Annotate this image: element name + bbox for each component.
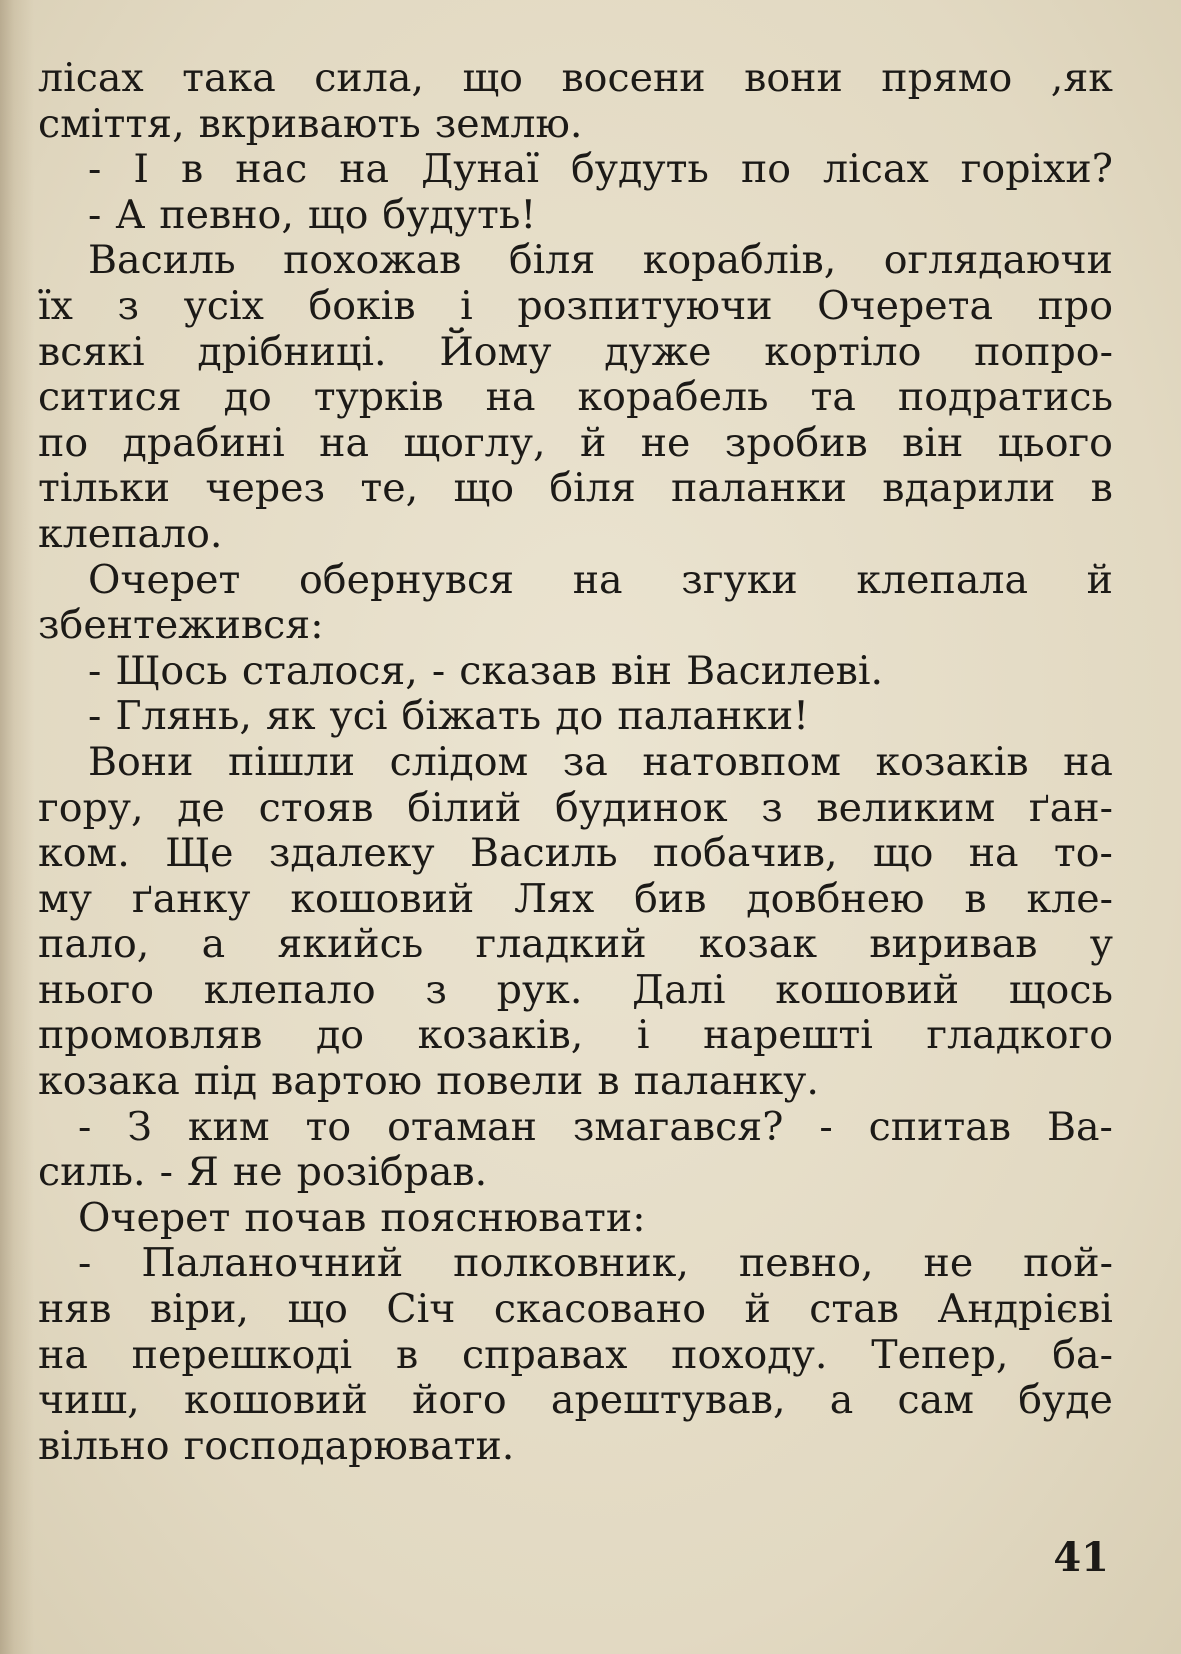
word: Січ — [386, 1286, 456, 1333]
word: полковник, — [453, 1240, 689, 1287]
word: господарювати. — [183, 1422, 515, 1469]
text-line — [38, 238, 1113, 284]
text-line — [38, 1424, 1113, 1470]
word: Ва- — [1046, 1103, 1113, 1150]
text-line — [38, 831, 1113, 877]
word: кортіло — [764, 328, 922, 375]
text-line — [38, 649, 1113, 695]
word: - — [88, 647, 102, 694]
word: збентежився: — [38, 602, 324, 649]
word: няв — [38, 1286, 112, 1333]
word: на — [968, 830, 1019, 877]
word: по — [38, 419, 89, 466]
word: Василеві. — [686, 647, 884, 694]
word: певно, — [159, 191, 294, 238]
word: з — [117, 282, 140, 329]
text-line — [38, 330, 1113, 376]
word: арештував, — [550, 1377, 786, 1424]
word: будуть! — [382, 191, 537, 238]
word: здалеку — [268, 830, 435, 877]
word: в — [395, 1331, 419, 1378]
text-line — [38, 877, 1113, 923]
text-line — [38, 1287, 1113, 1333]
word: всякі — [38, 328, 145, 375]
word: і — [636, 1012, 650, 1059]
word: - — [88, 191, 102, 238]
text-line — [38, 1378, 1113, 1424]
text-line — [38, 512, 1113, 558]
word: то- — [1053, 830, 1113, 877]
word: у — [1089, 921, 1113, 968]
word: рук. — [496, 966, 583, 1013]
word: гору, — [38, 784, 144, 831]
word: боків — [308, 282, 416, 329]
word: на — [319, 419, 370, 466]
word: Я — [186, 1149, 219, 1196]
word: ба- — [1052, 1331, 1113, 1378]
word: згуки — [681, 556, 798, 603]
text-line — [38, 1241, 1113, 1287]
word: вкривають — [198, 100, 421, 147]
word: побачив, — [652, 830, 838, 877]
word: те, — [360, 465, 419, 512]
word: в — [964, 875, 987, 922]
word: - — [78, 1103, 92, 1150]
word: й — [744, 1286, 771, 1333]
word: він — [610, 647, 673, 694]
word: Василь — [88, 237, 236, 284]
word: до — [555, 693, 604, 740]
word: певно, — [738, 1240, 874, 1287]
text-line — [38, 421, 1113, 467]
word: З — [127, 1103, 152, 1150]
word: походу. — [671, 1331, 828, 1378]
text-line — [38, 56, 1113, 102]
word: сила, — [314, 55, 424, 101]
word: така — [182, 55, 276, 101]
text-line — [38, 922, 1113, 968]
text-line — [38, 558, 1113, 604]
word: козака — [38, 1058, 180, 1105]
word: на — [1063, 738, 1113, 785]
word: зробив — [724, 419, 868, 466]
word: не — [923, 1240, 974, 1287]
word: ,як — [1050, 55, 1113, 101]
word: пояснювати: — [380, 1194, 646, 1241]
word: подратись — [897, 374, 1113, 421]
word: землю. — [434, 100, 583, 147]
word: Очерет — [88, 556, 241, 603]
word: обернувся — [299, 556, 515, 603]
word: будинок — [555, 784, 728, 831]
word: сміття, — [38, 100, 185, 147]
word: про — [1037, 282, 1113, 329]
word: паланку. — [633, 1058, 819, 1105]
word: Дунаї — [421, 146, 539, 193]
word: їх — [38, 282, 73, 329]
word: нього — [38, 966, 155, 1013]
word: а — [829, 1377, 854, 1424]
word: Вони — [88, 738, 194, 785]
word: кле- — [1026, 875, 1113, 922]
word: - — [78, 1240, 92, 1287]
word: в — [597, 1058, 620, 1105]
word: ситися — [38, 374, 182, 421]
word: що — [462, 55, 523, 101]
word: чиш, — [38, 1377, 140, 1424]
word: розібрав. — [296, 1149, 488, 1196]
word: дуже — [604, 328, 712, 375]
text-line — [38, 603, 1113, 649]
word: й — [579, 419, 607, 466]
word: слідом — [389, 738, 529, 785]
word: - — [159, 1149, 173, 1196]
text-line — [38, 1059, 1113, 1105]
word: цього — [997, 419, 1113, 466]
word: віри, — [149, 1286, 249, 1333]
word: ґанку — [131, 875, 251, 922]
text-line — [38, 102, 1113, 148]
word: Йому — [439, 328, 552, 375]
word: Тепер, — [871, 1331, 1009, 1378]
word: гладкого — [926, 1012, 1113, 1059]
word: лісах — [38, 55, 144, 101]
word: біжать — [401, 693, 542, 740]
word: кораблів, — [642, 237, 837, 284]
word: - — [431, 647, 446, 694]
word: на — [339, 146, 390, 193]
word: з — [425, 966, 447, 1013]
text-line — [38, 147, 1113, 193]
word: по — [740, 146, 792, 193]
word: - — [819, 1103, 833, 1150]
page-number: 41 — [1053, 1534, 1109, 1581]
word: дрібниці. — [197, 328, 387, 375]
word: клепало — [203, 966, 376, 1013]
word: не — [232, 1149, 283, 1196]
word: Щось — [115, 647, 228, 694]
text-line — [38, 740, 1113, 786]
word: за — [562, 738, 608, 785]
word: змагався? — [572, 1103, 784, 1150]
text-line — [38, 694, 1113, 740]
word: в — [180, 146, 204, 193]
word: горіхи? — [960, 146, 1113, 193]
word: попро- — [974, 328, 1113, 375]
word: козаків — [875, 738, 1029, 785]
word: натовпом — [642, 738, 841, 785]
body-text — [38, 56, 1113, 1469]
text-line — [38, 375, 1113, 421]
word: клепала — [856, 556, 1029, 603]
word: вдарили — [882, 465, 1056, 512]
word: - — [88, 146, 102, 193]
word: на — [38, 1331, 88, 1378]
word: почав — [244, 1194, 367, 1241]
word: ґан- — [1028, 784, 1113, 831]
word: Андрієві — [937, 1286, 1113, 1333]
word: до — [223, 374, 272, 421]
word: му — [38, 875, 92, 922]
word: довбнею — [746, 875, 925, 922]
text-line — [38, 1333, 1113, 1379]
word: промовляв — [38, 1012, 263, 1059]
word: вартою — [271, 1058, 423, 1105]
word: вони — [744, 55, 843, 101]
word: щоглу, — [403, 419, 546, 466]
word: що — [453, 465, 515, 512]
word: з — [761, 784, 783, 831]
word: драбині — [122, 419, 285, 466]
word: Глянь, — [115, 693, 252, 740]
word: сам — [897, 1377, 974, 1424]
word: А — [115, 191, 146, 238]
word: ком. — [38, 830, 130, 877]
word: що — [287, 1286, 348, 1333]
word: на — [485, 374, 536, 421]
word: клепало. — [38, 510, 223, 557]
word: Паланочний — [141, 1240, 404, 1287]
word: білий — [407, 784, 522, 831]
word: що — [307, 191, 369, 238]
word: сказав — [459, 647, 597, 694]
word: силь. — [38, 1149, 146, 1196]
word: та — [810, 374, 856, 421]
word: сталося, — [241, 647, 418, 694]
word: Очерет — [78, 1194, 231, 1241]
text-line — [38, 1150, 1113, 1196]
word: стояв — [258, 784, 374, 831]
word: прямо — [881, 55, 1013, 101]
word: скасовано — [493, 1286, 707, 1333]
word: то — [305, 1103, 352, 1150]
text-line — [38, 1196, 1113, 1242]
word: оглядаючи — [883, 237, 1113, 284]
word: великим — [816, 784, 996, 831]
word: в — [1090, 465, 1113, 512]
word: нарешті — [703, 1012, 873, 1059]
word: під — [193, 1058, 258, 1105]
text-line — [38, 193, 1113, 239]
word: - — [88, 693, 102, 740]
word: пало, — [38, 921, 150, 968]
word: бив — [634, 875, 707, 922]
word: корабель — [577, 374, 769, 421]
word: восени — [561, 55, 706, 101]
word: усіх — [183, 282, 264, 329]
word: Лях — [514, 875, 595, 922]
word: повели — [436, 1058, 584, 1105]
word: кошовий — [290, 875, 475, 922]
word: отаман — [387, 1103, 537, 1150]
text-line — [38, 1105, 1113, 1151]
word: виривав — [869, 921, 1038, 968]
word: щось — [1008, 966, 1113, 1013]
word: Далі — [632, 966, 726, 1013]
word: пой- — [1023, 1240, 1113, 1287]
word: лісах — [823, 146, 929, 193]
word: через — [205, 465, 326, 512]
word: якийсь — [277, 921, 424, 968]
text-line — [38, 466, 1113, 512]
word: і — [460, 282, 473, 329]
word: будуть — [570, 146, 709, 193]
text-line — [38, 1013, 1113, 1059]
word: вільно — [38, 1422, 170, 1469]
word: гладкий — [475, 921, 647, 968]
text-line — [38, 786, 1113, 832]
word: усі — [329, 693, 388, 740]
word: став — [809, 1286, 900, 1333]
word: турків — [313, 374, 444, 421]
word: козак — [698, 921, 818, 968]
word: він — [902, 419, 964, 466]
word: тільки — [38, 465, 171, 512]
word: як — [265, 693, 316, 740]
word: нас — [235, 146, 308, 193]
word: пішли — [227, 738, 356, 785]
word: на — [572, 556, 623, 603]
text-line — [38, 284, 1113, 330]
word: похожав — [283, 237, 462, 284]
word: ким — [187, 1103, 270, 1150]
word: паланки — [671, 465, 847, 512]
word: козаків, — [417, 1012, 584, 1059]
word: й — [1086, 556, 1113, 603]
word: справах — [462, 1331, 628, 1378]
word: Очерета — [817, 282, 994, 329]
word: біля — [549, 465, 636, 512]
word: що — [872, 830, 934, 877]
word: кошовий — [775, 966, 960, 1013]
word: паланки! — [617, 693, 810, 740]
word: а — [201, 921, 226, 968]
word: Василь — [469, 830, 618, 877]
word: його — [412, 1377, 507, 1424]
word: розпитуючи — [517, 282, 773, 329]
word: спитав — [868, 1103, 1012, 1150]
word: біля — [508, 237, 596, 284]
word: кошовий — [183, 1377, 368, 1424]
word: перешкоді — [131, 1331, 353, 1378]
word: де — [177, 784, 225, 831]
word: не — [640, 419, 691, 466]
word: до — [315, 1012, 365, 1059]
word: Ще — [165, 830, 234, 877]
word: буде — [1018, 1377, 1113, 1424]
text-line — [38, 968, 1113, 1014]
word: І — [133, 146, 149, 193]
